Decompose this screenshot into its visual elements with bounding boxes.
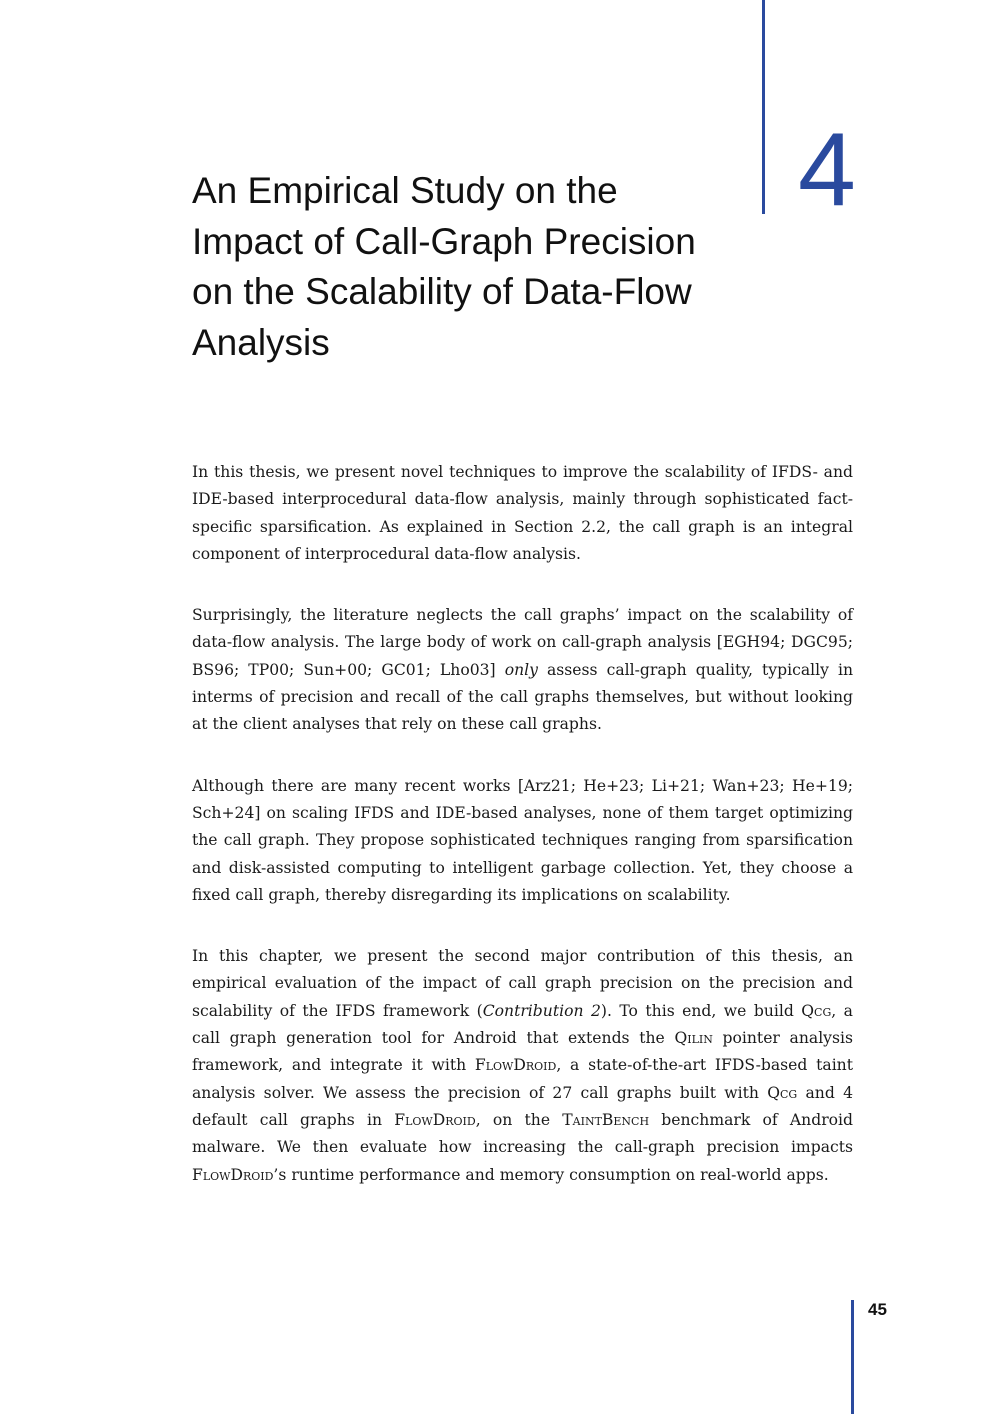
tool-name-qcg: Qcg <box>767 1083 798 1102</box>
benchmark-name-taintbench: TaintBench <box>562 1110 650 1129</box>
tool-name-flowdroid: FlowDroid <box>474 1056 557 1075</box>
tool-name-qilin: Qilin <box>674 1029 713 1048</box>
paragraph-3: Although there are many recent works [Arz21; He+23; Li+21; Wan+23; He+19; Sch+24] on scaling IFDS and IDE-based analyses, none of them target optimizing the call graph. They propose sophisticated techniques ranging from sparsification and disk-assisted computing to intelligent garbage collection. Yet, they choose a fixed call graph, thereby disregarding its implications on scalability. <box>192 776 853 904</box>
paragraph-4-text-3: , a call graph generation tool for Android that extends the <box>192 1001 853 1048</box>
paragraph-4-text-5: , a state-of-the-art IFDS-based taint analysis solver. We assess the precision of 27 call graphs built with <box>192 1056 853 1102</box>
paragraph-4-text-7: , on the <box>475 1110 563 1129</box>
chapter-title: An Empirical Study on the Impact of Call-Graph Precision on the Scalability of Data-Flow Analysis <box>192 170 696 363</box>
paragraph-4-text-1: In this chapter, we present the second major contribution of this thesis, an empirical evaluation of the impact of call graph precision on the precision and scalability of the IFDS framework ( <box>192 947 853 1020</box>
paragraph-4-text-2: ). To this end, we build <box>600 1001 802 1020</box>
paragraph-4-text-4: pointer analysis framework, and integrate it with <box>192 1029 853 1075</box>
paragraph-4-text-9: ’s runtime performance and memory consumption on real-world apps. <box>273 1165 829 1184</box>
paragraph-1: In this thesis, we present novel techniques to improve the scalability of IFDS- and IDE-based interprocedural data-flow analysis, mainly through sophisticated fact-specific sparsification. As explained in Section 2.2, the call graph is an integral component of interprocedural data-flow analysis. <box>192 463 853 563</box>
emphasis-only: only <box>504 660 538 679</box>
chapter-rule <box>762 0 765 214</box>
tool-name-flowdroid: FlowDroid <box>192 1165 274 1184</box>
tool-name-qcg: Qcg <box>801 1001 832 1020</box>
page-number: 45 <box>868 1300 887 1319</box>
chapter-body <box>192 459 853 1223</box>
page-rule <box>851 1300 854 1414</box>
paragraph-2 <box>192 602 853 738</box>
tool-name-flowdroid: FlowDroid <box>394 1110 476 1129</box>
contribution-label: Contribution 2 <box>482 1001 601 1020</box>
paragraph-4 <box>192 943 853 1189</box>
paragraph-2-text-b: assess call-graph quality, typically in interms of precision and recall of the call graphs themselves, but without looking at the client analyses that rely on these call graphs. <box>192 660 853 734</box>
paragraph-4-text-8: benchmark of Android malware. We then evaluate how increasing the call-graph precision impacts <box>192 1110 854 1157</box>
paragraph-2-text-a: Surprisingly, the literature neglects the call graphs’ impact on the scalability of data-flow analysis. The large body of work on call-graph analysis [EGH94; DGC95; BS96; TP00; Sun+00; GC01; Lho03] <box>192 606 853 679</box>
paragraph-4-text-6: and 4 default call graphs in <box>192 1083 853 1129</box>
chapter-number: 4 <box>798 112 856 228</box>
